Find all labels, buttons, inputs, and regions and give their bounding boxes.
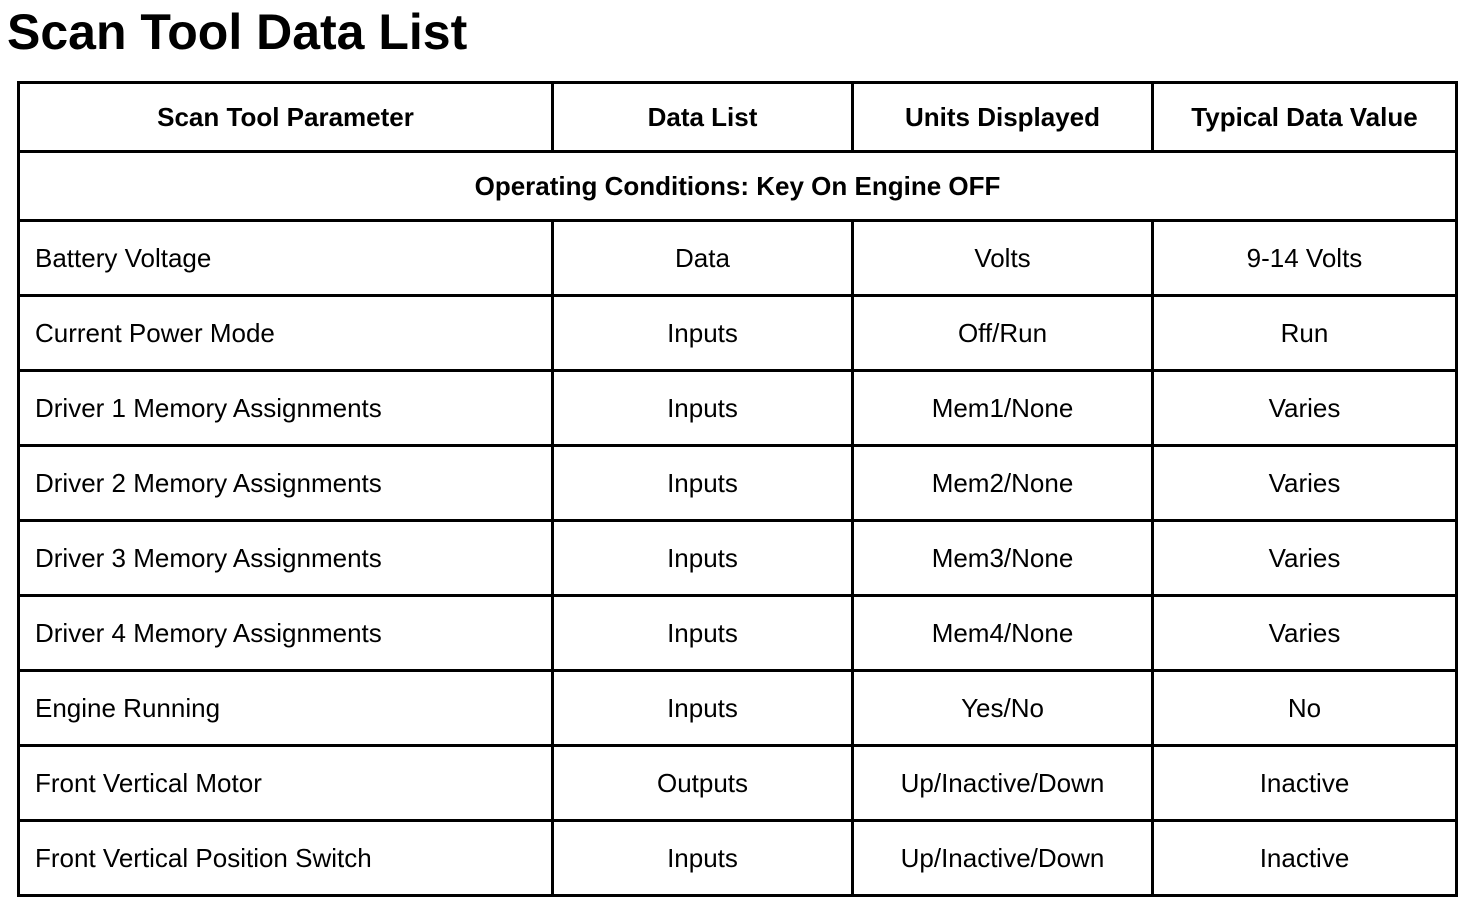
- cell-typical-value: Varies: [1153, 371, 1457, 446]
- cell-parameter: Current Power Mode: [19, 296, 553, 371]
- cell-units: Yes/No: [853, 671, 1153, 746]
- cell-units: Mem1/None: [853, 371, 1153, 446]
- table-row: [19, 221, 1457, 296]
- cell-data-list: Inputs: [553, 521, 853, 596]
- table-header: [19, 83, 1457, 152]
- cell-parameter: Driver 3 Memory Assignments: [19, 521, 553, 596]
- cell-typical-value: No: [1153, 671, 1457, 746]
- cell-typical-value: Inactive: [1153, 746, 1457, 821]
- cell-parameter: Driver 4 Memory Assignments: [19, 596, 553, 671]
- cell-units: Volts: [853, 221, 1153, 296]
- cell-typical-value: Varies: [1153, 596, 1457, 671]
- cell-parameter: Front Vertical Position Switch: [19, 821, 553, 896]
- table-row: [19, 371, 1457, 446]
- cell-typical-value: Varies: [1153, 521, 1457, 596]
- table-row: [19, 821, 1457, 896]
- cell-units: Up/Inactive/Down: [853, 746, 1153, 821]
- cell-data-list: Outputs: [553, 746, 853, 821]
- cell-typical-value: Varies: [1153, 446, 1457, 521]
- cell-data-list: Inputs: [553, 821, 853, 896]
- cell-units: Mem3/None: [853, 521, 1153, 596]
- cell-units: Mem2/None: [853, 446, 1153, 521]
- section-heading: Operating Conditions: Key On Engine OFF: [19, 152, 1457, 221]
- table-row: [19, 296, 1457, 371]
- cell-units: Mem4/None: [853, 596, 1153, 671]
- cell-data-list: Inputs: [553, 296, 853, 371]
- cell-parameter: Front Vertical Motor: [19, 746, 553, 821]
- table-row: [19, 596, 1457, 671]
- header-scan-tool-parameter: Scan Tool Parameter: [19, 83, 553, 152]
- table-row: [19, 671, 1457, 746]
- cell-data-list: Inputs: [553, 671, 853, 746]
- table-row: [19, 446, 1457, 521]
- header-typical-data-value: Typical Data Value: [1153, 83, 1457, 152]
- cell-parameter: Driver 2 Memory Assignments: [19, 446, 553, 521]
- cell-parameter: Driver 1 Memory Assignments: [19, 371, 553, 446]
- cell-typical-value: Run: [1153, 296, 1457, 371]
- scan-tool-data-table: [17, 81, 1458, 897]
- cell-typical-value: 9-14 Volts: [1153, 221, 1457, 296]
- header-units-displayed: Units Displayed: [853, 83, 1153, 152]
- cell-data-list: Data: [553, 221, 853, 296]
- cell-units: Up/Inactive/Down: [853, 821, 1153, 896]
- table-row: [19, 746, 1457, 821]
- cell-data-list: Inputs: [553, 446, 853, 521]
- section-row: [19, 152, 1457, 221]
- cell-parameter: Battery Voltage: [19, 221, 553, 296]
- cell-units: Off/Run: [853, 296, 1153, 371]
- cell-data-list: Inputs: [553, 596, 853, 671]
- cell-parameter: Engine Running: [19, 671, 553, 746]
- header-data-list: Data List: [553, 83, 853, 152]
- cell-data-list: Inputs: [553, 371, 853, 446]
- cell-typical-value: Inactive: [1153, 821, 1457, 896]
- table-row: [19, 521, 1457, 596]
- table-body: [19, 152, 1457, 896]
- header-row: [19, 83, 1457, 152]
- page-title: Scan Tool Data List: [7, 4, 468, 60]
